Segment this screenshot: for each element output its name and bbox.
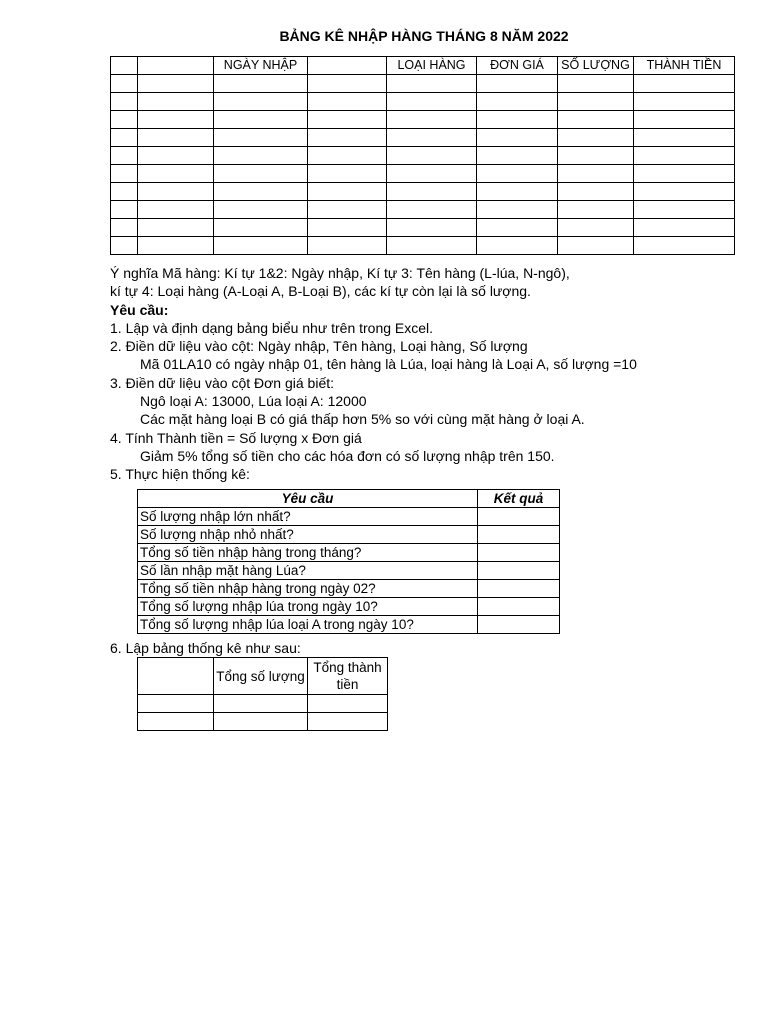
table-row (111, 75, 735, 93)
table-cell (214, 201, 308, 219)
table-cell (634, 219, 735, 237)
header-cell (138, 57, 214, 75)
table-cell (558, 93, 634, 111)
result-cell (478, 616, 560, 634)
table-cell (138, 695, 214, 713)
table-cell (308, 75, 387, 93)
table-cell (477, 93, 558, 111)
result-cell (478, 562, 560, 580)
requirement-detail: Ngô loại A: 13000, Lúa loại A: 12000 (140, 393, 367, 410)
table-cell (634, 237, 735, 255)
table-row (138, 508, 560, 526)
table-cell (387, 165, 477, 183)
header-cell-result: Kết quả (478, 490, 560, 508)
table-cell (214, 93, 308, 111)
table-cell (634, 147, 735, 165)
table-body (138, 508, 560, 634)
table-cell (111, 201, 138, 219)
table-row (138, 526, 560, 544)
table-row (111, 93, 735, 111)
table-cell (308, 93, 387, 111)
summary-table (137, 657, 388, 731)
header-cell-requirement: Yêu cầu (138, 490, 478, 508)
table-body (111, 75, 735, 255)
result-cell (478, 526, 560, 544)
table-cell (308, 147, 387, 165)
requirement-cell: Tổng số tiền nhập hàng trong ngày 02? (138, 580, 478, 598)
table-cell (308, 713, 388, 731)
table-cell (111, 75, 138, 93)
note-line: kí tự 4: Loại hàng (A-Loại A, B-Loại B), các kí tự còn lại là số lượng. (110, 283, 531, 300)
header-cell-total-amount: Tổng thành tiền (308, 658, 388, 695)
table-row (111, 147, 735, 165)
table-cell (111, 147, 138, 165)
table-cell (634, 165, 735, 183)
table-cell (558, 201, 634, 219)
requirement-item: 1. Lập và định dạng bảng biểu như trên trong Excel. (110, 319, 434, 336)
table-cell (308, 201, 387, 219)
table-header-row (111, 57, 735, 75)
table-cell (477, 129, 558, 147)
result-cell (478, 544, 560, 562)
table-cell (558, 129, 634, 147)
requirements-heading: Yêu cầu: (110, 301, 169, 318)
table-cell (387, 93, 477, 111)
table-row (138, 544, 560, 562)
table-row (111, 183, 735, 201)
table-cell (558, 75, 634, 93)
table-cell (634, 201, 735, 219)
table-row (111, 219, 735, 237)
table-row (111, 129, 735, 147)
table-cell (308, 237, 387, 255)
header-cell-loai-hang: LOẠI HÀNG (387, 57, 477, 75)
table-row (111, 201, 735, 219)
requirement-item: 5. Thực hiện thống kê: (110, 466, 250, 483)
table-cell (214, 237, 308, 255)
table-cell (634, 129, 735, 147)
table-cell (214, 147, 308, 165)
table-cell (138, 75, 214, 93)
table-cell (634, 183, 735, 201)
table-cell (308, 183, 387, 201)
statistics-table (137, 489, 560, 634)
table-cell (477, 75, 558, 93)
table-row (138, 598, 560, 616)
requirement-cell: Số lượng nhập nhỏ nhất? (138, 526, 478, 544)
table-cell (214, 165, 308, 183)
table-row (138, 616, 560, 634)
result-cell (478, 598, 560, 616)
table-cell (387, 147, 477, 165)
table-cell (308, 111, 387, 129)
note-line: Ý nghĩa Mã hàng: Kí tự 1&2: Ngày nhập, Kí tự 3: Tên hàng (L-lúa, N-ngô), (110, 265, 570, 281)
table-cell (477, 183, 558, 201)
table-row (138, 562, 560, 580)
table-cell (138, 147, 214, 165)
table-cell (558, 165, 634, 183)
table-header-row (138, 658, 388, 695)
table-cell (214, 713, 308, 731)
table-cell (214, 75, 308, 93)
table-cell (558, 183, 634, 201)
table-cell (308, 129, 387, 147)
table-cell (387, 111, 477, 129)
table-cell (111, 219, 138, 237)
table-cell (214, 111, 308, 129)
table-cell (477, 111, 558, 129)
requirement-cell: Tổng số tiền nhập hàng trong tháng? (138, 544, 478, 562)
table-cell (558, 237, 634, 255)
table-cell (138, 237, 214, 255)
table-cell (138, 165, 214, 183)
table-cell (387, 183, 477, 201)
requirement-cell: Tổng số lượng nhập lúa loại A trong ngày 10? (138, 616, 478, 634)
table-cell (138, 219, 214, 237)
table-cell (111, 165, 138, 183)
table-cell (214, 219, 308, 237)
table-body (138, 695, 388, 731)
page-title: BẢNG KÊ NHẬP HÀNG THÁNG 8 NĂM 2022 (279, 28, 569, 44)
table-cell (634, 111, 735, 129)
table-cell (214, 695, 308, 713)
table-cell (138, 111, 214, 129)
header-cell (308, 57, 387, 75)
table-cell (558, 111, 634, 129)
table-cell (387, 129, 477, 147)
table-cell (111, 111, 138, 129)
table-cell (111, 129, 138, 147)
table-cell (214, 129, 308, 147)
header-cell-total-qty: Tổng số lượng (214, 658, 308, 695)
table-cell (138, 93, 214, 111)
table-cell (138, 183, 214, 201)
table-cell (214, 183, 308, 201)
requirement-detail: Các mặt hàng loại B có giá thấp hơn 5% so với cùng mặt hàng ở loại A. (140, 411, 585, 428)
table-cell (477, 237, 558, 255)
table-cell (111, 93, 138, 111)
table-header-row (138, 490, 560, 508)
table-cell (477, 219, 558, 237)
table-cell (477, 147, 558, 165)
header-cell (111, 57, 138, 75)
table-cell (387, 75, 477, 93)
requirement-item: 6. Lập bảng thống kê như sau: (110, 640, 301, 656)
requirement-item: 2. Điền dữ liệu vào cột: Ngày nhập, Tên hàng, Loại hàng, Số lượng (110, 338, 528, 355)
table-row (111, 237, 735, 255)
table-row (111, 165, 735, 183)
requirement-detail: Giảm 5% tổng số tiền cho các hóa đơn có số lượng nhập trên 150. (140, 447, 555, 464)
table-cell (308, 219, 387, 237)
requirement-cell: Số lần nhập mặt hàng Lúa? (138, 562, 478, 580)
table-cell (634, 93, 735, 111)
result-cell (478, 508, 560, 526)
table-cell (634, 75, 735, 93)
table-cell (558, 147, 634, 165)
table-cell (308, 165, 387, 183)
import-table (110, 56, 735, 255)
table-cell (477, 165, 558, 183)
table-row (138, 580, 560, 598)
result-cell (478, 580, 560, 598)
header-cell-ngay-nhap: NGÀY NHẬP (214, 57, 308, 75)
header-cell (138, 658, 214, 695)
requirement-cell: Số lượng nhập lớn nhất? (138, 508, 478, 526)
header-cell-don-gia: ĐƠN GIÁ (477, 57, 558, 75)
table-row (138, 713, 388, 731)
table-cell (138, 129, 214, 147)
requirement-item: 4. Tính Thành tiền = Số lượng x Đơn giá (110, 429, 362, 446)
table-cell (558, 219, 634, 237)
table-cell (308, 695, 388, 713)
table-cell (387, 237, 477, 255)
header-cell-thanh-tien: THÀNH TIỀN (634, 57, 735, 75)
table-cell (111, 183, 138, 201)
table-cell (138, 713, 214, 731)
table-cell (387, 219, 477, 237)
requirement-cell: Tổng số lượng nhập lúa trong ngày 10? (138, 598, 478, 616)
instructions (110, 264, 750, 484)
header-cell-so-luong: SỐ LƯỢNG (558, 57, 634, 75)
table-cell (138, 201, 214, 219)
table-row (111, 111, 735, 129)
table-cell (111, 237, 138, 255)
requirement-detail: Mã 01LA10 có ngày nhập 01, tên hàng là Lúa, loại hàng là Loại A, số lượng =10 (140, 356, 637, 373)
table-cell (387, 201, 477, 219)
requirement-item: 3. Điền dữ liệu vào cột Đơn giá biết: (110, 374, 335, 391)
table-cell (477, 201, 558, 219)
table-row (138, 695, 388, 713)
